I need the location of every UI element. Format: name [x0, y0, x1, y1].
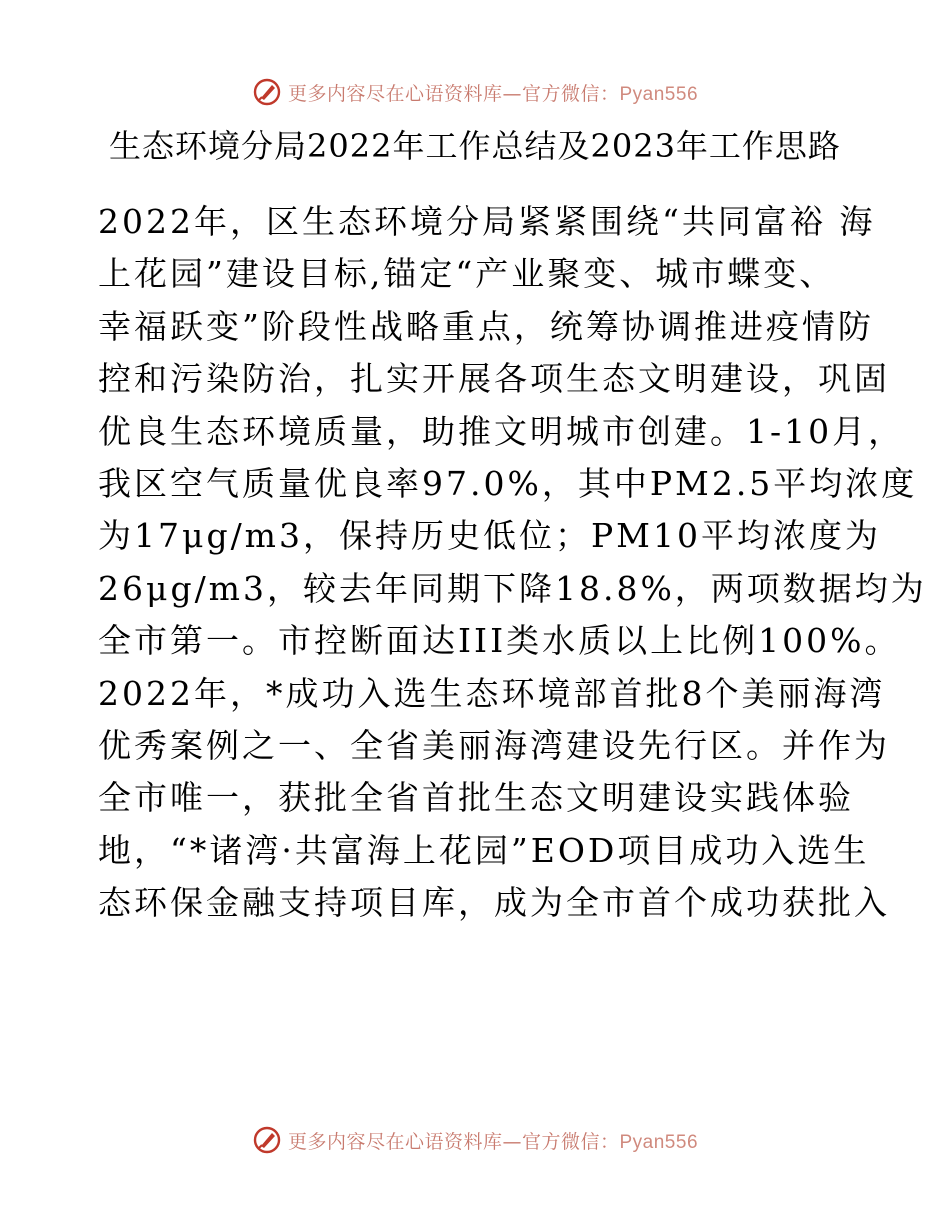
watermark-label: 更多内容尽在心语资料库—官方微信：	[287, 82, 620, 105]
watermark-text	[288, 1127, 698, 1154]
watermark-wechat-id: Pyan556	[619, 83, 699, 105]
body-line: 优秀案例之一、全省美丽海湾建设先行区。并作为	[98, 725, 890, 765]
watermark-text	[288, 79, 698, 106]
body-line: 幸福跃变”阶段性战略重点，统筹协调推进疫情防	[98, 306, 874, 346]
body-line: 全市唯一，获批全省首批生态文明建设实践体验	[98, 778, 854, 818]
body-line: 26μg/m3，较去年同期下降18.8%，两项数据均为	[98, 568, 927, 608]
body-line: 地，“*诸湾·共富海上花园”EOD项目成功入选生	[98, 830, 870, 870]
body-line: 2022年，*成功入选生态环境部首批8个美丽海湾	[98, 673, 886, 713]
watermark-header	[0, 72, 950, 112]
watermark-footer	[0, 1120, 950, 1160]
pen-nib-logo-icon	[252, 1125, 282, 1155]
watermark-wechat-id: Pyan556	[619, 1131, 699, 1153]
body-line: 控和污染防治，扎实开展各项生态文明建设，巩固	[98, 359, 890, 399]
body-line: 我区空气质量优良率97.0%，其中PM2.5平均浓度	[98, 463, 918, 503]
body-line: 态环保金融支持项目库，成为全市首个成功获批入	[98, 883, 890, 923]
body-line: 优良生态环境质量，助推文明城市创建。1-10月，	[98, 411, 905, 451]
body-line: 2022年，区生态环境分局紧紧围绕“共同富裕 海	[98, 202, 876, 241]
pen-nib-logo-icon	[252, 77, 282, 107]
body-line: 全市第一。市控断面达III类水质以上比例100%。	[98, 621, 901, 661]
document-title: 生态环境分局2022年工作总结及2023年工作思路	[109, 127, 841, 165]
watermark-label: 更多内容尽在心语资料库—官方微信：	[287, 1130, 620, 1153]
document-body	[98, 196, 927, 929]
body-line: 为17μg/m3，保持历史低位；PM10平均浓度为	[98, 516, 881, 556]
body-line: 上花园”建设目标,锚定“产业聚变、城市蝶变、	[98, 254, 836, 294]
